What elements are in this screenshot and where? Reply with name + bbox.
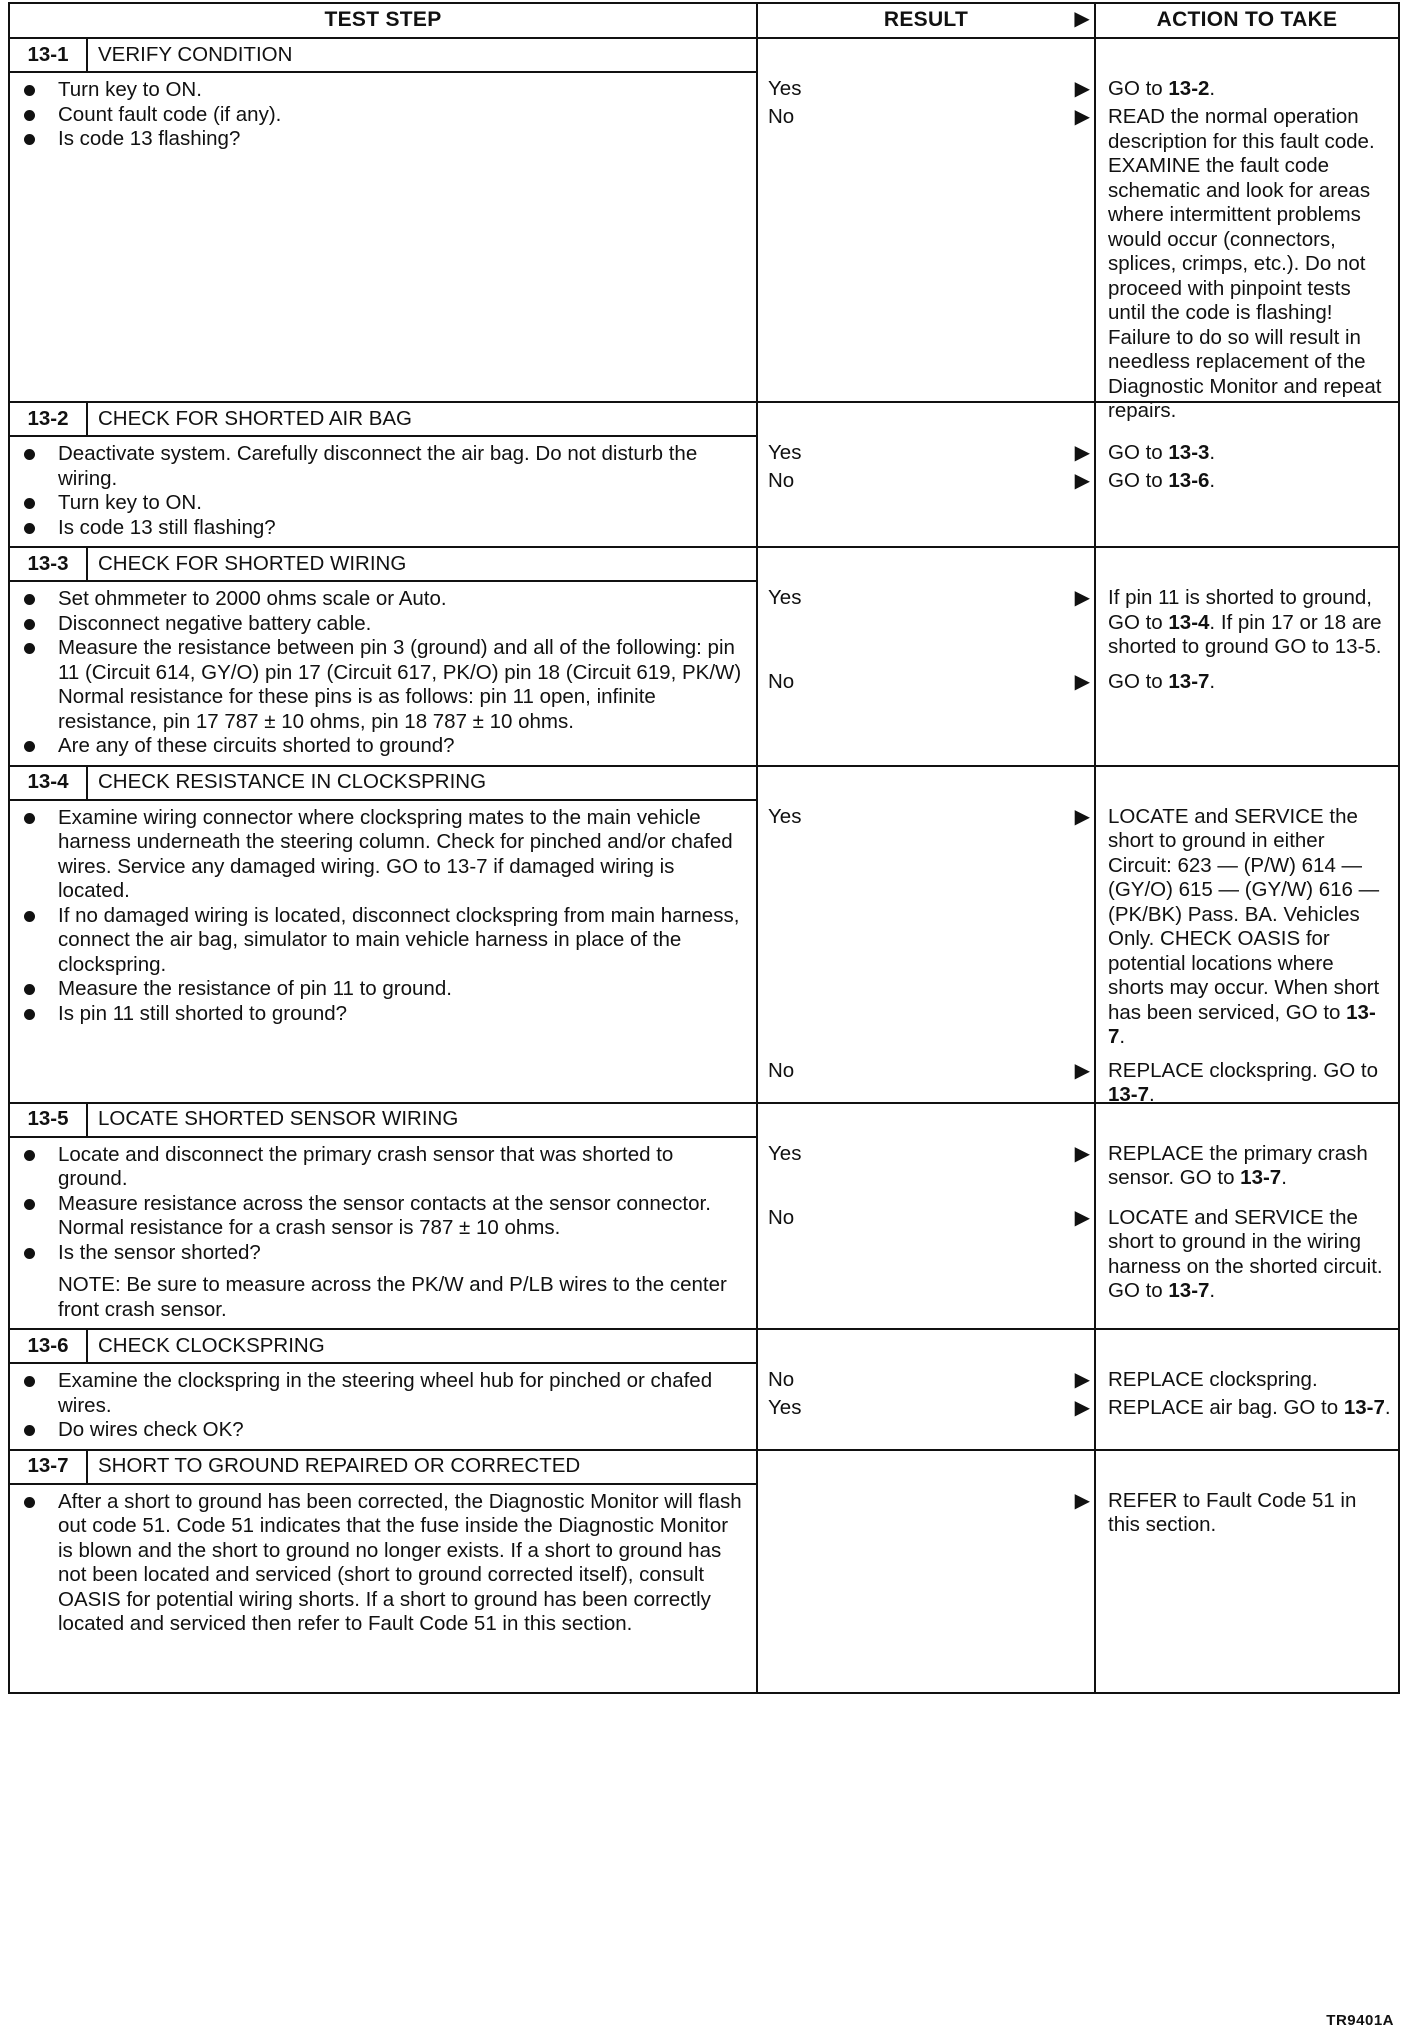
step-title-row [9, 1103, 1399, 1137]
header-test-step: TEST STEP [9, 3, 757, 38]
bullet-item [58, 1418, 746, 1443]
action-step-ref: 13-7 [1108, 1000, 1376, 1048]
bullet-icon [24, 498, 35, 509]
action-cell [1095, 766, 1399, 1106]
bullet-icon [24, 1497, 35, 1508]
step-instructions [9, 1484, 757, 1693]
result-cell [757, 38, 1095, 402]
action-cell [1095, 1103, 1399, 1330]
result-label: No [768, 1205, 795, 1229]
action-text [1108, 105, 1392, 424]
action-text [1108, 1489, 1392, 1538]
action-list [1096, 39, 1398, 422]
bullet-text: Examine wiring connector where clockspring mates to the main vehicle harness underneath the steering column. Check for pinched and/or chafed wires. Service any damaged wiring. GO to 13-7 if damaged wiring is located. [58, 805, 733, 902]
result-label: Yes [768, 441, 802, 464]
action-step-ref: 13-7 [1108, 1083, 1150, 1106]
action-list [1096, 1330, 1398, 1436]
bullet-item [58, 1192, 746, 1241]
result-list [758, 767, 1094, 1091]
action-list [1096, 1451, 1398, 1681]
action-post: . [1149, 1083, 1155, 1106]
bullet-item [58, 103, 746, 128]
table-body [9, 38, 1399, 1693]
result-cell [757, 1329, 1095, 1450]
arrow-icon: ▶ [1074, 671, 1090, 693]
step-title-row [9, 766, 1399, 800]
result-list [758, 1104, 1094, 1315]
action-post: . [1209, 670, 1216, 693]
bullet-icon [24, 619, 35, 630]
bullet-list [10, 442, 746, 540]
arrow-icon: ▶ [1074, 106, 1090, 128]
bullet-item [58, 904, 746, 978]
bullet-text: Turn key to ON. [58, 491, 202, 514]
action-pre: GO to [1108, 441, 1169, 464]
bullet-item [58, 587, 746, 612]
result-line [768, 1059, 1094, 1084]
arrow-icon: ▶ [1074, 8, 1090, 30]
bullet-text: Is code 13 still flashing? [58, 515, 276, 539]
action-post: . [1384, 1396, 1391, 1419]
action-step-ref: 13-7 [1168, 670, 1210, 693]
action-cell [1095, 547, 1399, 766]
bullet-list [10, 78, 746, 152]
bullet-icon [24, 1376, 35, 1387]
bullet-item [58, 1241, 746, 1266]
bullet-text: Set ohmmeter to 2000 ohms scale or Auto. [58, 587, 447, 610]
step-note: NOTE: Be sure to measure across the PK/W and P/LB wires to the center front crash sensor. [58, 1273, 727, 1321]
action-step-ref: 13-6 [1168, 469, 1210, 492]
result-cell [757, 1450, 1095, 1693]
bullet-item [58, 1143, 746, 1192]
result-cell [757, 547, 1095, 766]
result-line [768, 1368, 1094, 1393]
action-list [1096, 767, 1398, 1106]
action-cell [1095, 1329, 1399, 1450]
action-text [1108, 77, 1392, 102]
step-instructions [9, 72, 757, 402]
step-number: 13-6 [9, 1329, 87, 1363]
action-list [1096, 403, 1398, 515]
result-label: Yes [768, 586, 802, 609]
bullet-icon [24, 984, 35, 995]
step-title: CHECK FOR SHORTED AIR BAG [87, 402, 757, 436]
result-label: No [768, 1368, 795, 1391]
arrow-icon: ▶ [1074, 805, 1090, 828]
result-label: No [768, 105, 795, 128]
step-title: SHORT TO GROUND REPAIRED OR CORRECTED [87, 1450, 757, 1484]
arrow-icon: ▶ [1074, 442, 1090, 464]
bullet-icon [24, 643, 35, 654]
action-text [1108, 1206, 1392, 1304]
bullet-list [10, 806, 746, 1027]
result-line [768, 1206, 1094, 1231]
bullet-icon [24, 1150, 35, 1161]
result-cell [757, 1103, 1095, 1330]
bullet-item [58, 78, 746, 103]
step-title-row [9, 38, 1399, 72]
step-title-row [9, 1329, 1399, 1363]
step-number: 13-7 [9, 1450, 87, 1484]
arrow-icon: ▶ [1074, 1369, 1090, 1391]
bullet-text: Measure the resistance between pin 3 (ground) and all of the following: pin 11 (Circuit 614, GY/O) pin 17 (Circuit 617, PK/O) pin 18 (Circuit 619, PK/W) Normal resistance for these pins is as follows: pin 11 open, infinite resistance, pin 17 787 ± 10 ohms, pin 18 787 ± 10 ohms. [58, 636, 742, 733]
action-post: . [1119, 1025, 1126, 1048]
action-text [1108, 670, 1392, 695]
result-label: Yes [768, 1396, 802, 1419]
step-instructions [9, 581, 757, 766]
bullet-item [58, 442, 746, 491]
arrow-icon: ▶ [1074, 1397, 1090, 1419]
action-text [1108, 441, 1392, 466]
result-label: No [768, 469, 795, 492]
result-line [768, 805, 1094, 830]
result-list [758, 548, 1094, 753]
step-instructions [9, 1137, 757, 1330]
bullet-icon [24, 911, 35, 922]
action-post: . If pin 17 or 18 are shorted to ground GO to 13-5. [1108, 610, 1382, 658]
action-pre: REFER to Fault Code 51 in this section. [1108, 1488, 1357, 1536]
bullet-list [10, 1490, 746, 1637]
step-instructions [9, 800, 757, 1103]
bullet-text: If no damaged wiring is located, disconnect clockspring from main harness, connect the air bag, simulator to main vehicle harness in place of the clockspring. [58, 903, 740, 976]
figure-code: TR9401A [1326, 2012, 1394, 2029]
step-number: 13-1 [9, 38, 87, 72]
bullet-text: Count fault code (if any). [58, 102, 282, 126]
bullet-list [10, 1369, 746, 1443]
step-number: 13-2 [9, 402, 87, 436]
result-list [758, 1451, 1094, 1681]
action-list [1096, 548, 1398, 753]
step-number: 13-5 [9, 1103, 87, 1137]
action-post: . [1209, 77, 1216, 100]
action-text [1108, 469, 1392, 494]
step-title-row [9, 1450, 1399, 1484]
action-step-ref: 13-3 [1168, 441, 1210, 464]
step-title: CHECK CLOCKSPRING [87, 1329, 757, 1363]
bullet-text: Is code 13 flashing? [58, 127, 241, 150]
result-line [768, 1142, 1094, 1167]
bullet-item [58, 1490, 746, 1637]
bullet-item [58, 1369, 746, 1418]
result-label: Yes [768, 77, 802, 100]
bullet-text: Examine the clockspring in the steering wheel hub for pinched or chafed wires. [58, 1369, 713, 1417]
action-post: . [1209, 469, 1216, 492]
bullet-text: Is the sensor shorted? [58, 1240, 261, 1264]
step-title: LOCATE SHORTED SENSOR WIRING [87, 1103, 757, 1137]
action-text [1108, 1059, 1392, 1108]
bullet-text: Measure the resistance of pin 11 to ground. [58, 977, 452, 1000]
result-list [758, 403, 1094, 515]
result-line [768, 586, 1094, 611]
action-step-ref: 13-4 [1168, 610, 1210, 634]
bullet-item [58, 977, 746, 1002]
action-cell [1095, 402, 1399, 547]
bullet-item [58, 1002, 746, 1027]
result-cell [757, 402, 1095, 547]
step-instructions [9, 436, 757, 547]
bullet-icon [24, 85, 35, 96]
bullet-text: Deactivate system. Carefully disconnect the air bag. Do not disturb the wiring. [58, 442, 698, 490]
step-title: CHECK RESISTANCE IN CLOCKSPRING [87, 766, 757, 800]
result-label: Yes [768, 1141, 802, 1165]
bullet-text: Do wires check OK? [58, 1418, 244, 1441]
bullet-icon [24, 449, 35, 460]
step-title: VERIFY CONDITION [87, 38, 757, 72]
result-line [768, 1396, 1094, 1421]
arrow-icon: ▶ [1074, 1206, 1090, 1229]
bullet-icon [24, 1199, 35, 1210]
result-list [758, 1330, 1094, 1436]
arrow-icon: ▶ [1074, 1059, 1090, 1082]
action-step-ref: 13-7 [1240, 1166, 1282, 1189]
bullet-item [58, 636, 746, 734]
action-text [1108, 1142, 1392, 1191]
bullet-icon [24, 1425, 35, 1436]
bullet-text: Disconnect negative battery cable. [58, 611, 372, 635]
action-pre: GO to [1108, 670, 1169, 693]
action-text [1108, 805, 1392, 1050]
result-label: No [768, 1058, 795, 1082]
result-label: No [768, 670, 795, 693]
action-step-ref: 13-7 [1168, 1279, 1210, 1302]
action-cell [1095, 1450, 1399, 1693]
action-pre: REPLACE air bag. GO to [1108, 1396, 1344, 1419]
bullet-text: Turn key to ON. [58, 78, 202, 101]
table-header-row [9, 3, 1399, 38]
action-pre: GO to [1108, 469, 1169, 492]
action-pre: REPLACE clockspring. [1108, 1368, 1318, 1391]
bullet-icon [24, 523, 35, 534]
diagnostic-table [8, 2, 1400, 1694]
bullet-icon [24, 594, 35, 605]
arrow-icon: ▶ [1074, 587, 1090, 609]
bullet-icon [24, 134, 35, 145]
bullet-icon [24, 110, 35, 121]
result-line [768, 469, 1094, 494]
action-pre: READ the normal operation description for this fault code. EXAMINE the fault code schematic and look for areas where intermittent problems would occur (connectors, splices, crimps, etc.). Do not proceed with pinpoint tests until the code is flashing! Failure to do so will result in needless replacement of the Diagnostic Monitor and repeat repairs. [1108, 105, 1382, 422]
step-title-row [9, 547, 1399, 581]
header-result [757, 3, 1095, 38]
arrow-icon: ▶ [1074, 1489, 1090, 1512]
action-text [1108, 586, 1392, 660]
result-line [768, 77, 1094, 102]
bullet-list [10, 587, 746, 759]
bullet-text: Are any of these circuits shorted to ground? [58, 734, 455, 757]
step-title-row [9, 402, 1399, 436]
header-action: ACTION TO TAKE [1095, 3, 1399, 38]
action-text [1108, 1368, 1392, 1393]
result-line [768, 105, 1094, 130]
action-pre: REPLACE the primary crash sensor. GO to [1108, 1141, 1368, 1189]
arrow-icon: ▶ [1074, 1142, 1090, 1165]
step-number: 13-3 [9, 547, 87, 581]
bullet-icon [24, 813, 35, 824]
step-number: 13-4 [9, 766, 87, 800]
action-pre: REPLACE clockspring. GO to [1108, 1058, 1379, 1082]
bullet-item [58, 127, 746, 152]
arrow-icon: ▶ [1074, 470, 1090, 492]
action-cell [1095, 38, 1399, 422]
arrow-icon: ▶ [1074, 78, 1090, 100]
header-result-label: RESULT [883, 8, 969, 32]
bullet-item [58, 612, 746, 637]
action-post: . [1281, 1166, 1287, 1189]
bullet-item [58, 516, 746, 541]
action-pre: GO to [1108, 77, 1169, 100]
bullet-text: After a short to ground has been corrected, the Diagnostic Monitor will flash out code 51. Code 51 indicates that the fuse inside the Diagnostic Monitor is blown and the short to ground no longer exists. If a short to ground has not been located and serviced (short to ground corrected itself), consult OASIS for potential wiring shorts. If a short to ground has been correctly located and serviced then refer to Fault Code 51 in this section. [58, 1489, 742, 1635]
bullet-text: Is pin 11 still shorted to ground? [58, 1001, 348, 1025]
step-title: CHECK FOR SHORTED WIRING [87, 547, 757, 581]
bullet-icon [24, 741, 35, 752]
result-cell [757, 766, 1095, 1103]
bullet-icon [24, 1248, 35, 1259]
action-step-ref: 13-2 [1168, 77, 1210, 100]
action-text [1108, 1396, 1392, 1421]
bullet-list [10, 1143, 746, 1266]
result-line [768, 670, 1094, 695]
action-list [1096, 1104, 1398, 1315]
action-pre: LOCATE and SERVICE the short to ground in either Circuit: 623 — (P/W) 614 — (GY/O) 615 — (GY/W) 616 — (PK/BK) Pass. BA. Vehicles Only. CHECK OASIS for potential locations where shorts may occur. When short has been serviced, GO to [1108, 804, 1380, 1024]
result-list [758, 39, 1094, 390]
result-line [768, 441, 1094, 466]
bullet-item [58, 491, 746, 516]
bullet-icon [24, 1009, 35, 1020]
result-label: Yes [768, 804, 802, 828]
step-instructions [9, 1363, 757, 1450]
bullet-text: Locate and disconnect the primary crash sensor that was shorted to ground. [58, 1142, 674, 1190]
action-post: . [1209, 441, 1216, 464]
bullet-text: Measure resistance across the sensor contacts at the sensor connector. Normal resistance for a crash sensor is 787 ± 10 ohms. [58, 1191, 711, 1239]
bullet-item [58, 806, 746, 904]
action-step-ref: 13-7 [1343, 1396, 1385, 1419]
bullet-item [58, 734, 746, 759]
action-post: . [1209, 1279, 1216, 1302]
action-pre: If pin 11 is shorted to ground, GO to [1108, 586, 1373, 634]
action-pre: LOCATE and SERVICE the short to ground in the wiring harness on the shorted circuit. GO to [1108, 1205, 1383, 1302]
